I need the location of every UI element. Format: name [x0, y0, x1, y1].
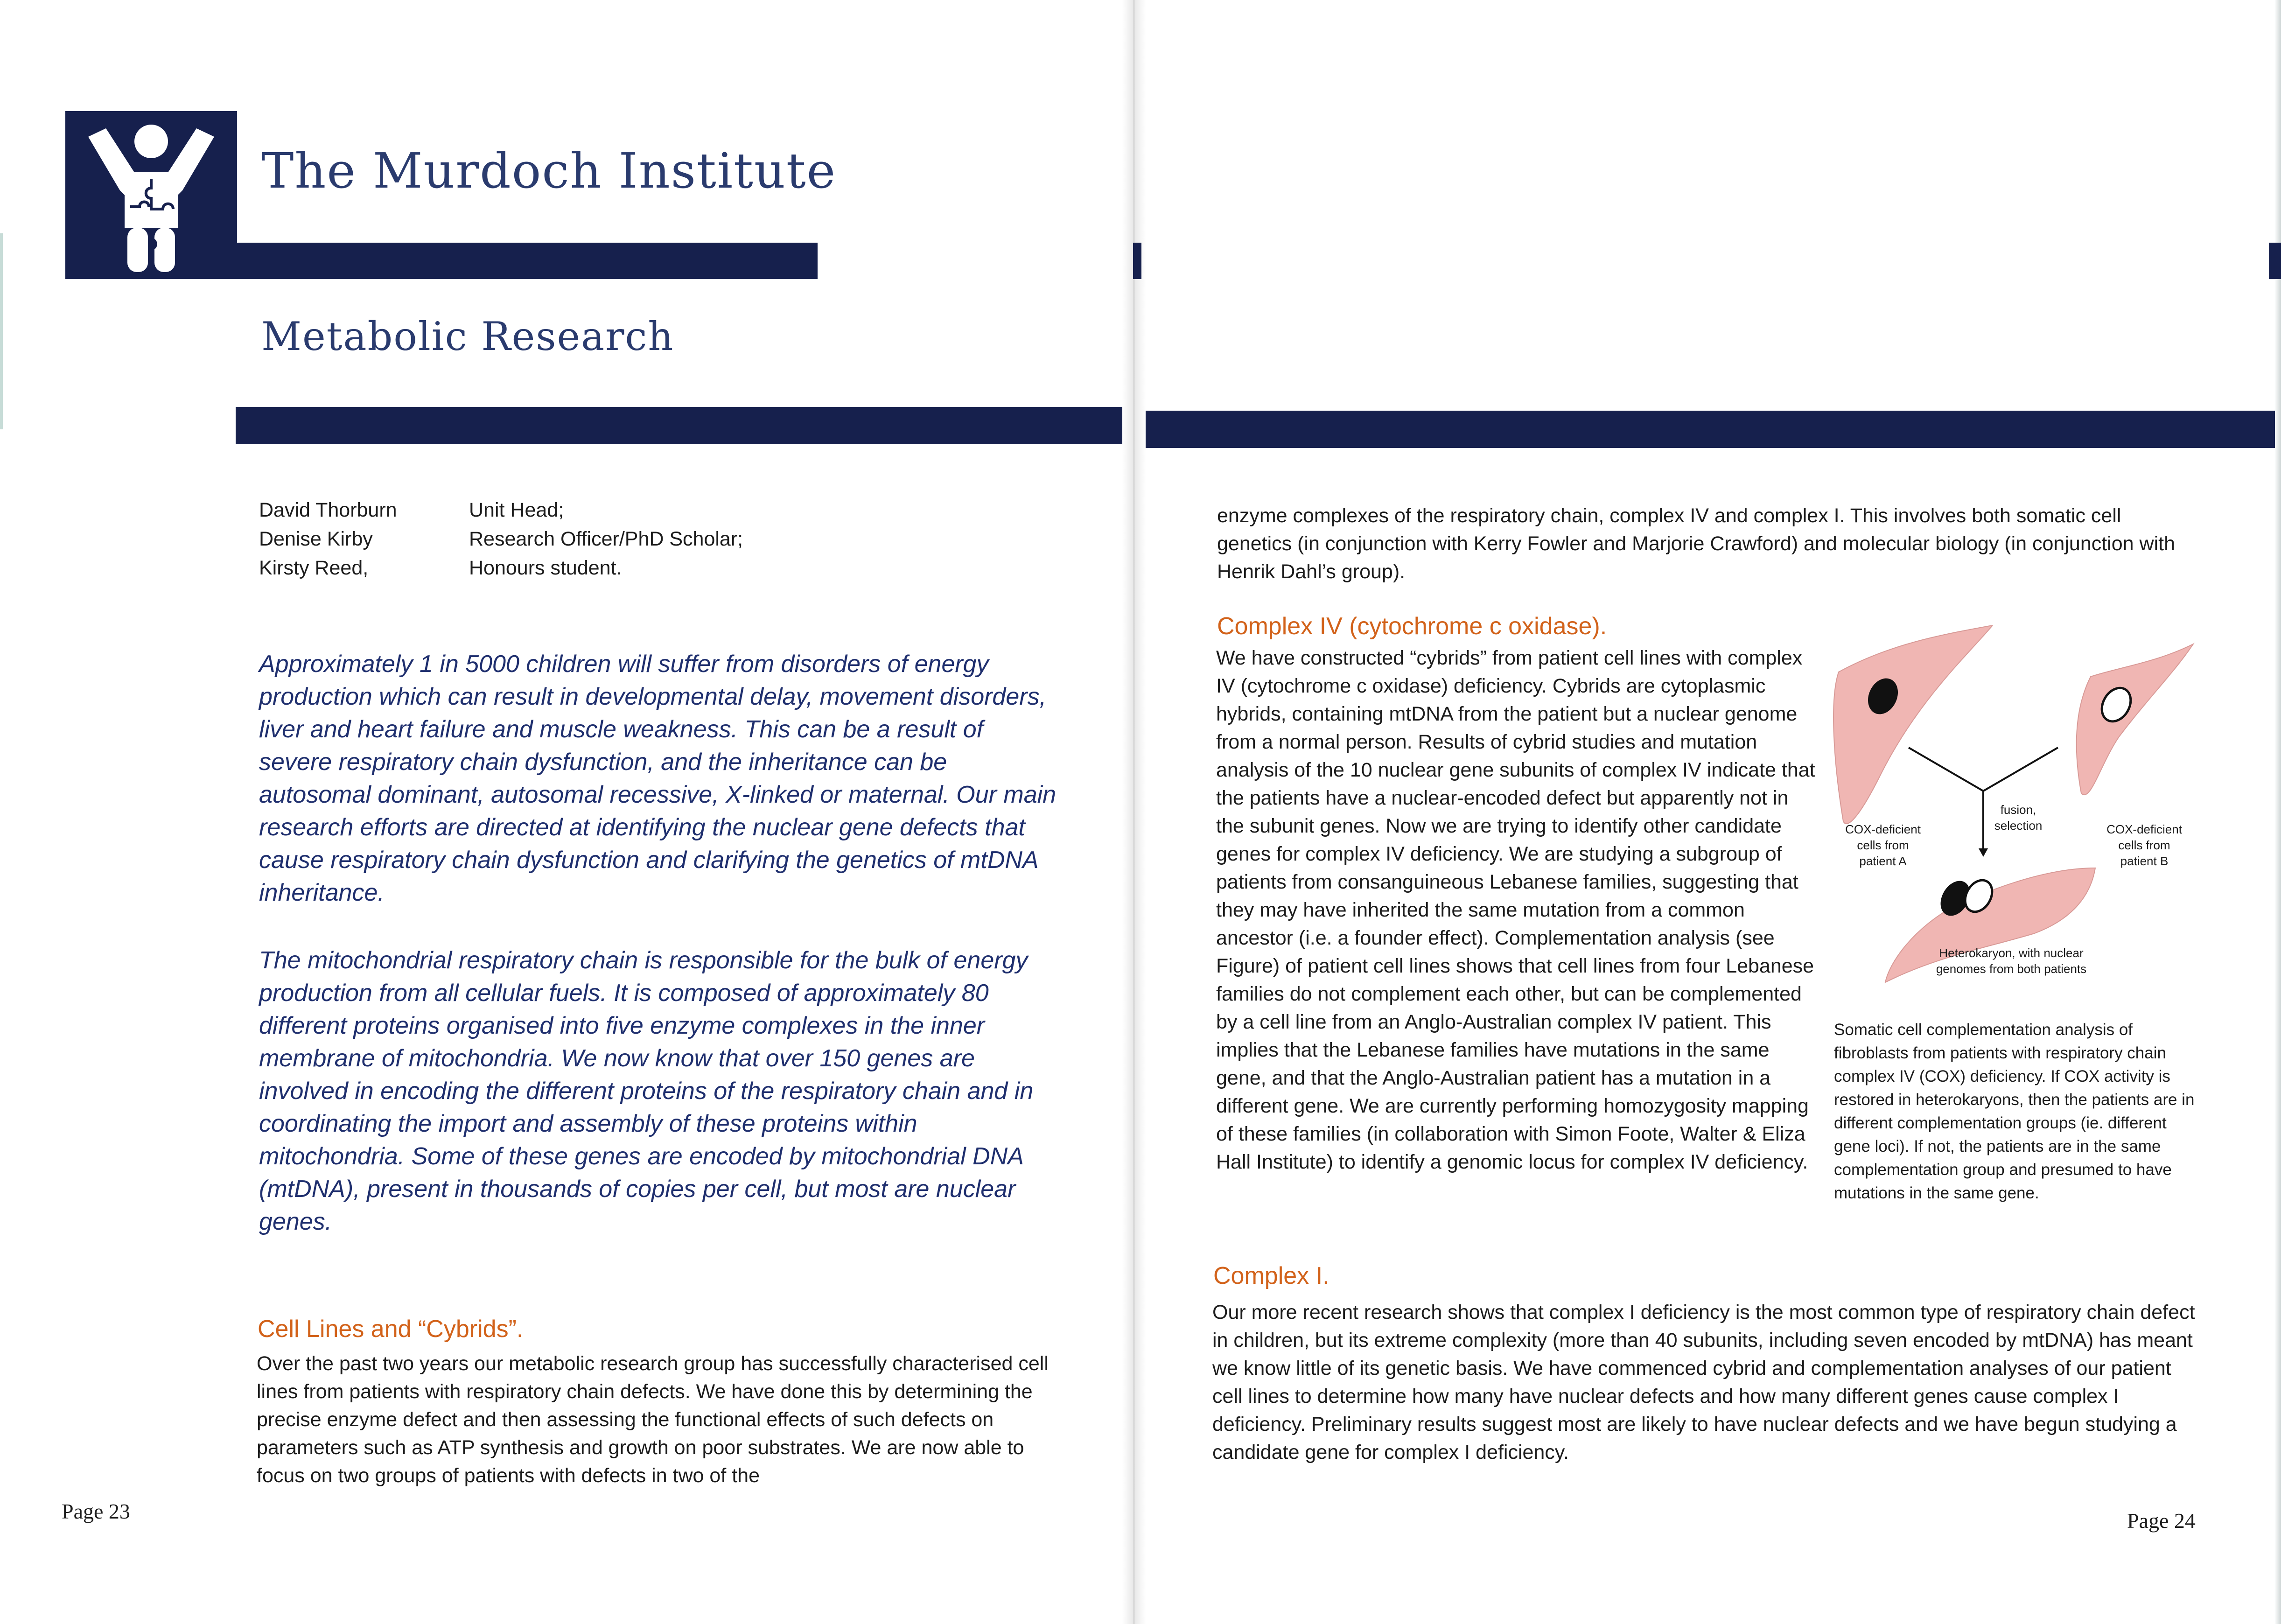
staff-row: [259, 496, 743, 525]
section-heading-cell-lines: Cell Lines and “Cybrids”.: [258, 1316, 524, 1343]
intro-text: The mitochondrial respiratory chain is responsible for the bulk of energy production from all cellular fuels. It is composed of approximately 80 different proteins organised into five enzyme complexes in the inner membrane of mitochondria. We now know that over 150 genes are involved in encoding the different proteins of the respiratory chain and in coordinating the import and assembly of these proteins within mitochondria. Some of these genes are encoded by mitochondrial DNA (mtDNA), present in thousands of copies per cell, but most are nuclear genes.: [259, 947, 1034, 1235]
edge-tab: [2269, 243, 2281, 279]
cell-patient-a: [1833, 625, 1993, 824]
figure-caption: Somatic cell complementation analysis of fibroblasts from patients with respiratory chain complex IV (COX) deficiency. If COX activity is restored in heterokaryons, then the patients are in different complementation groups (ie. different gene loci). If not, the patients are in the same complementation group and presumed to have mutations in the same gene.: [1834, 1021, 2195, 1202]
page-edge-mark: [0, 233, 3, 429]
staff-row: [259, 525, 743, 553]
section-heading-complex-i: Complex I.: [1213, 1262, 1329, 1289]
complementation-figure: [1829, 625, 2207, 989]
staff-name: David Thorburn: [259, 499, 397, 521]
body-paragraph: Over the past two years our metabolic research group has successfully characterised cell lines from patients with respiratory chain defects. We have done this by determining the precise enzyme defect and then assessing the functional effects of such defects on parameters such as ATP synthesis and growth on poor substrates. We are now able to focus on two groups of patients with defects in two of the: [257, 1352, 1049, 1487]
cell-lines-text: [257, 1350, 1050, 1490]
body-paragraph: We have constructed “cybrids” from patient cell lines with complex IV (cytochrome c oxidase) deficiency. Cybrids are cytoplasmic hybrids, containing mtDNA from the patient but a nuclear genome from a normal person. Results of cybrid studies and mutation analysis of the 10 nuclear gene subunits of complex IV indicate that the patients have a nuclear-encoded defect but apparently not in the subunit genes. Now we are trying to identify other candidate genes for complex IV deficiency. We are studying a subgroup of patients from consanguineous Lebanese families, suggesting that they may have inherited the same mutation from a common ancestor (i.e. a founder effect). Complementation analysis (see Figure) of patient cell lines shows that cell lines from four Lebanese families do not complement each other, but can be complemented by a cell line from an Anglo-Australian complex IV patient. This implies that the Lebanese families have mutations in the same gene, and that the Anglo-Australian patient has a mutation in a different gene. We are currently performing homozygosity mapping of these families (in collaboration with Simon Foote, Walter & Eliza Hall Institute) to identify a genomic locus for complex IV deficiency.: [1216, 647, 1815, 1173]
left-page: [0, 0, 1134, 1624]
body-paragraph: enzyme complexes of the respiratory chain, complex IV and complex I. This involves both somatic cell genetics (in conjunction with Kerry Fowler and Marjorie Crawford) and molecular biology (in conjunction with Henrik Dahl’s group).: [1217, 504, 2175, 583]
department-title: Metabolic Research: [261, 314, 674, 359]
institute-title: The Murdoch Institute: [261, 142, 837, 199]
staff-name: Denise Kirby: [259, 528, 373, 550]
staff-row: [259, 553, 743, 582]
staff-role: Research Officer/PhD Scholar;: [469, 528, 743, 550]
staff-list: [259, 496, 743, 582]
intro-paragraph: [259, 944, 1062, 1238]
staff-name: Kirsty Reed,: [259, 557, 369, 579]
label-patient-b: COX-deficient cells from patient B: [2106, 822, 2182, 868]
page-number-right: Page 24: [2127, 1509, 2196, 1533]
label-patient-a: COX-deficient cells from patient A: [1845, 822, 1921, 868]
cell-patient-b: [2077, 644, 2193, 795]
institute-logo: [65, 111, 237, 279]
intro-text: Approximately 1 in 5000 children will suffer from disorders of energy production which can result in developmental delay, movement disorders, liver and heart failure and muscle weakness. This can be a result of severe respiratory chain dysfunction, and the inheritance can be autosomal dominant, autosomal recessive, X-linked or maternal. Our main research efforts are directed at identifying the nuclear gene defects that cause respiratory chain dysfunction and clarifying the genetics of mtDNA inheritance.: [259, 651, 1057, 906]
label-heterokaryon: Heterokaryon, with nuclear genomes from both patients: [1936, 946, 2087, 976]
page-number-left: Page 23: [62, 1499, 130, 1523]
fusion-line-b: [1983, 748, 2058, 791]
child-puzzle-figure-icon: [79, 118, 224, 272]
section-heading-complex-iv: Complex IV (cytochrome c oxidase).: [1217, 613, 1607, 640]
continuation-text: [1217, 502, 2188, 586]
staff-role: Unit Head;: [469, 499, 564, 521]
staff-role: Honours student.: [469, 557, 622, 579]
logo-bar: [237, 243, 818, 279]
label-fusion: fusion, selection: [1994, 803, 2043, 833]
body-paragraph: Our more recent research shows that complex I deficiency is the most common type of respiratory chain defect in children, but its extreme complexity (more than 40 subunits, including seven encoded by mtDNA) has meant we know little of its genetic basis. We have commenced cybrid and complementation analyses of our patient cell lines to determine how many have nuclear defects and how many different genes cause complex I deficiency. Preliminary results suggest most are likely to have nuclear defects and we have begun studying a candidate gene for complex I deficiency.: [1212, 1301, 2195, 1463]
header-rule: [236, 407, 1134, 444]
arrow-head-icon: [1979, 848, 1988, 857]
complex-i-text: [1212, 1298, 2202, 1466]
complex-iv-text: [1216, 644, 1818, 1176]
header-rule-right: [1146, 411, 2275, 448]
intro-paragraph: [259, 648, 1062, 909]
fusion-line-a: [1909, 748, 1983, 791]
gutter-tab: [1133, 243, 1141, 279]
